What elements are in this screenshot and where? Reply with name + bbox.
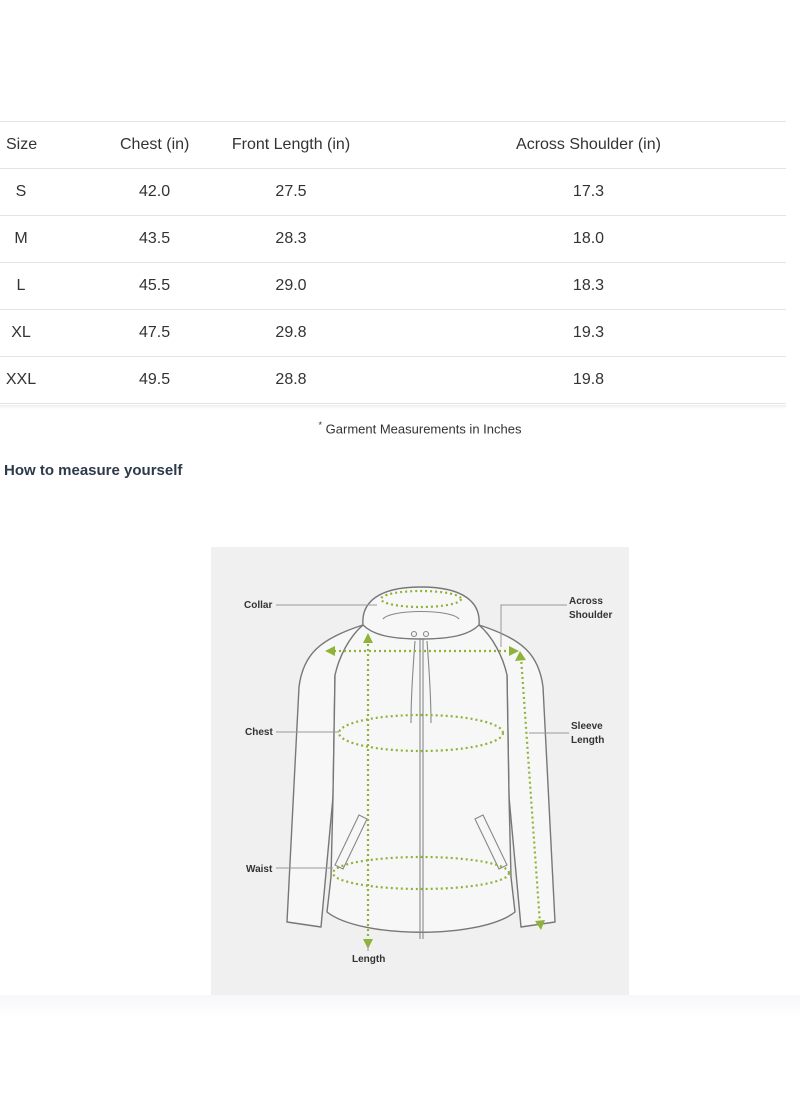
cell-size <box>0 169 76 216</box>
cell-chest: 49.5 <box>76 357 191 404</box>
cell-front-length: 29.0 <box>191 263 391 310</box>
column-header-front-length: Front Length (in) <box>191 122 391 169</box>
cell-size <box>0 216 76 263</box>
cell-chest: 47.5 <box>76 310 191 357</box>
table-row <box>0 216 786 263</box>
label-sleeve-length-line1: Sleeve <box>571 721 603 732</box>
cell-size <box>0 357 76 404</box>
size-value: S <box>15 183 27 200</box>
size-value: XXL <box>5 371 37 388</box>
hoodie-illustration <box>211 547 629 995</box>
label-across-shoulder-line2: Shoulder <box>569 610 613 621</box>
cell-across-shoulder: 18.0 <box>391 216 786 263</box>
column-header-across-shoulder: Across Shoulder (in) <box>391 122 786 169</box>
measurement-note <box>0 420 800 436</box>
note-text: Garment Measurements in Inches <box>325 421 522 437</box>
size-value: M <box>14 230 28 247</box>
table-row <box>0 169 786 216</box>
label-sleeve-length-line2: Length <box>571 735 605 746</box>
table-row <box>0 263 786 310</box>
table-header-row <box>0 122 786 169</box>
label-chest: Chest <box>245 727 273 738</box>
cell-front-length: 29.8 <box>191 310 391 357</box>
cell-front-length: 28.8 <box>191 357 391 404</box>
size-chart-table <box>0 121 786 404</box>
cell-across-shoulder: 18.3 <box>391 263 786 310</box>
hoodie-measurement-diagram <box>211 547 629 995</box>
cell-size <box>0 263 76 310</box>
size-value: L <box>16 277 26 294</box>
label-waist: Waist <box>246 864 273 875</box>
hoodie-outline <box>287 587 555 932</box>
table-row <box>0 357 786 404</box>
cell-across-shoulder: 19.3 <box>391 310 786 357</box>
cell-front-length: 27.5 <box>191 169 391 216</box>
label-across-shoulder-line1: Across <box>569 596 603 607</box>
column-header-size: Size <box>0 122 76 169</box>
cell-chest: 45.5 <box>76 263 191 310</box>
cell-size <box>0 310 76 357</box>
label-length: Length <box>352 954 386 965</box>
table-bottom-shadow <box>0 405 786 409</box>
label-collar: Collar <box>244 600 273 611</box>
size-value: XL <box>11 324 31 341</box>
column-header-chest: Chest (in) <box>76 122 191 169</box>
cell-across-shoulder: 19.8 <box>391 357 786 404</box>
note-asterisk: * <box>318 420 323 430</box>
cell-front-length: 28.3 <box>191 216 391 263</box>
table-row <box>0 310 786 357</box>
footer-divider <box>0 995 800 1017</box>
how-to-measure-heading: How to measure yourself <box>4 462 183 479</box>
cell-across-shoulder: 17.3 <box>391 169 786 216</box>
cell-chest: 43.5 <box>76 216 191 263</box>
cell-chest: 42.0 <box>76 169 191 216</box>
